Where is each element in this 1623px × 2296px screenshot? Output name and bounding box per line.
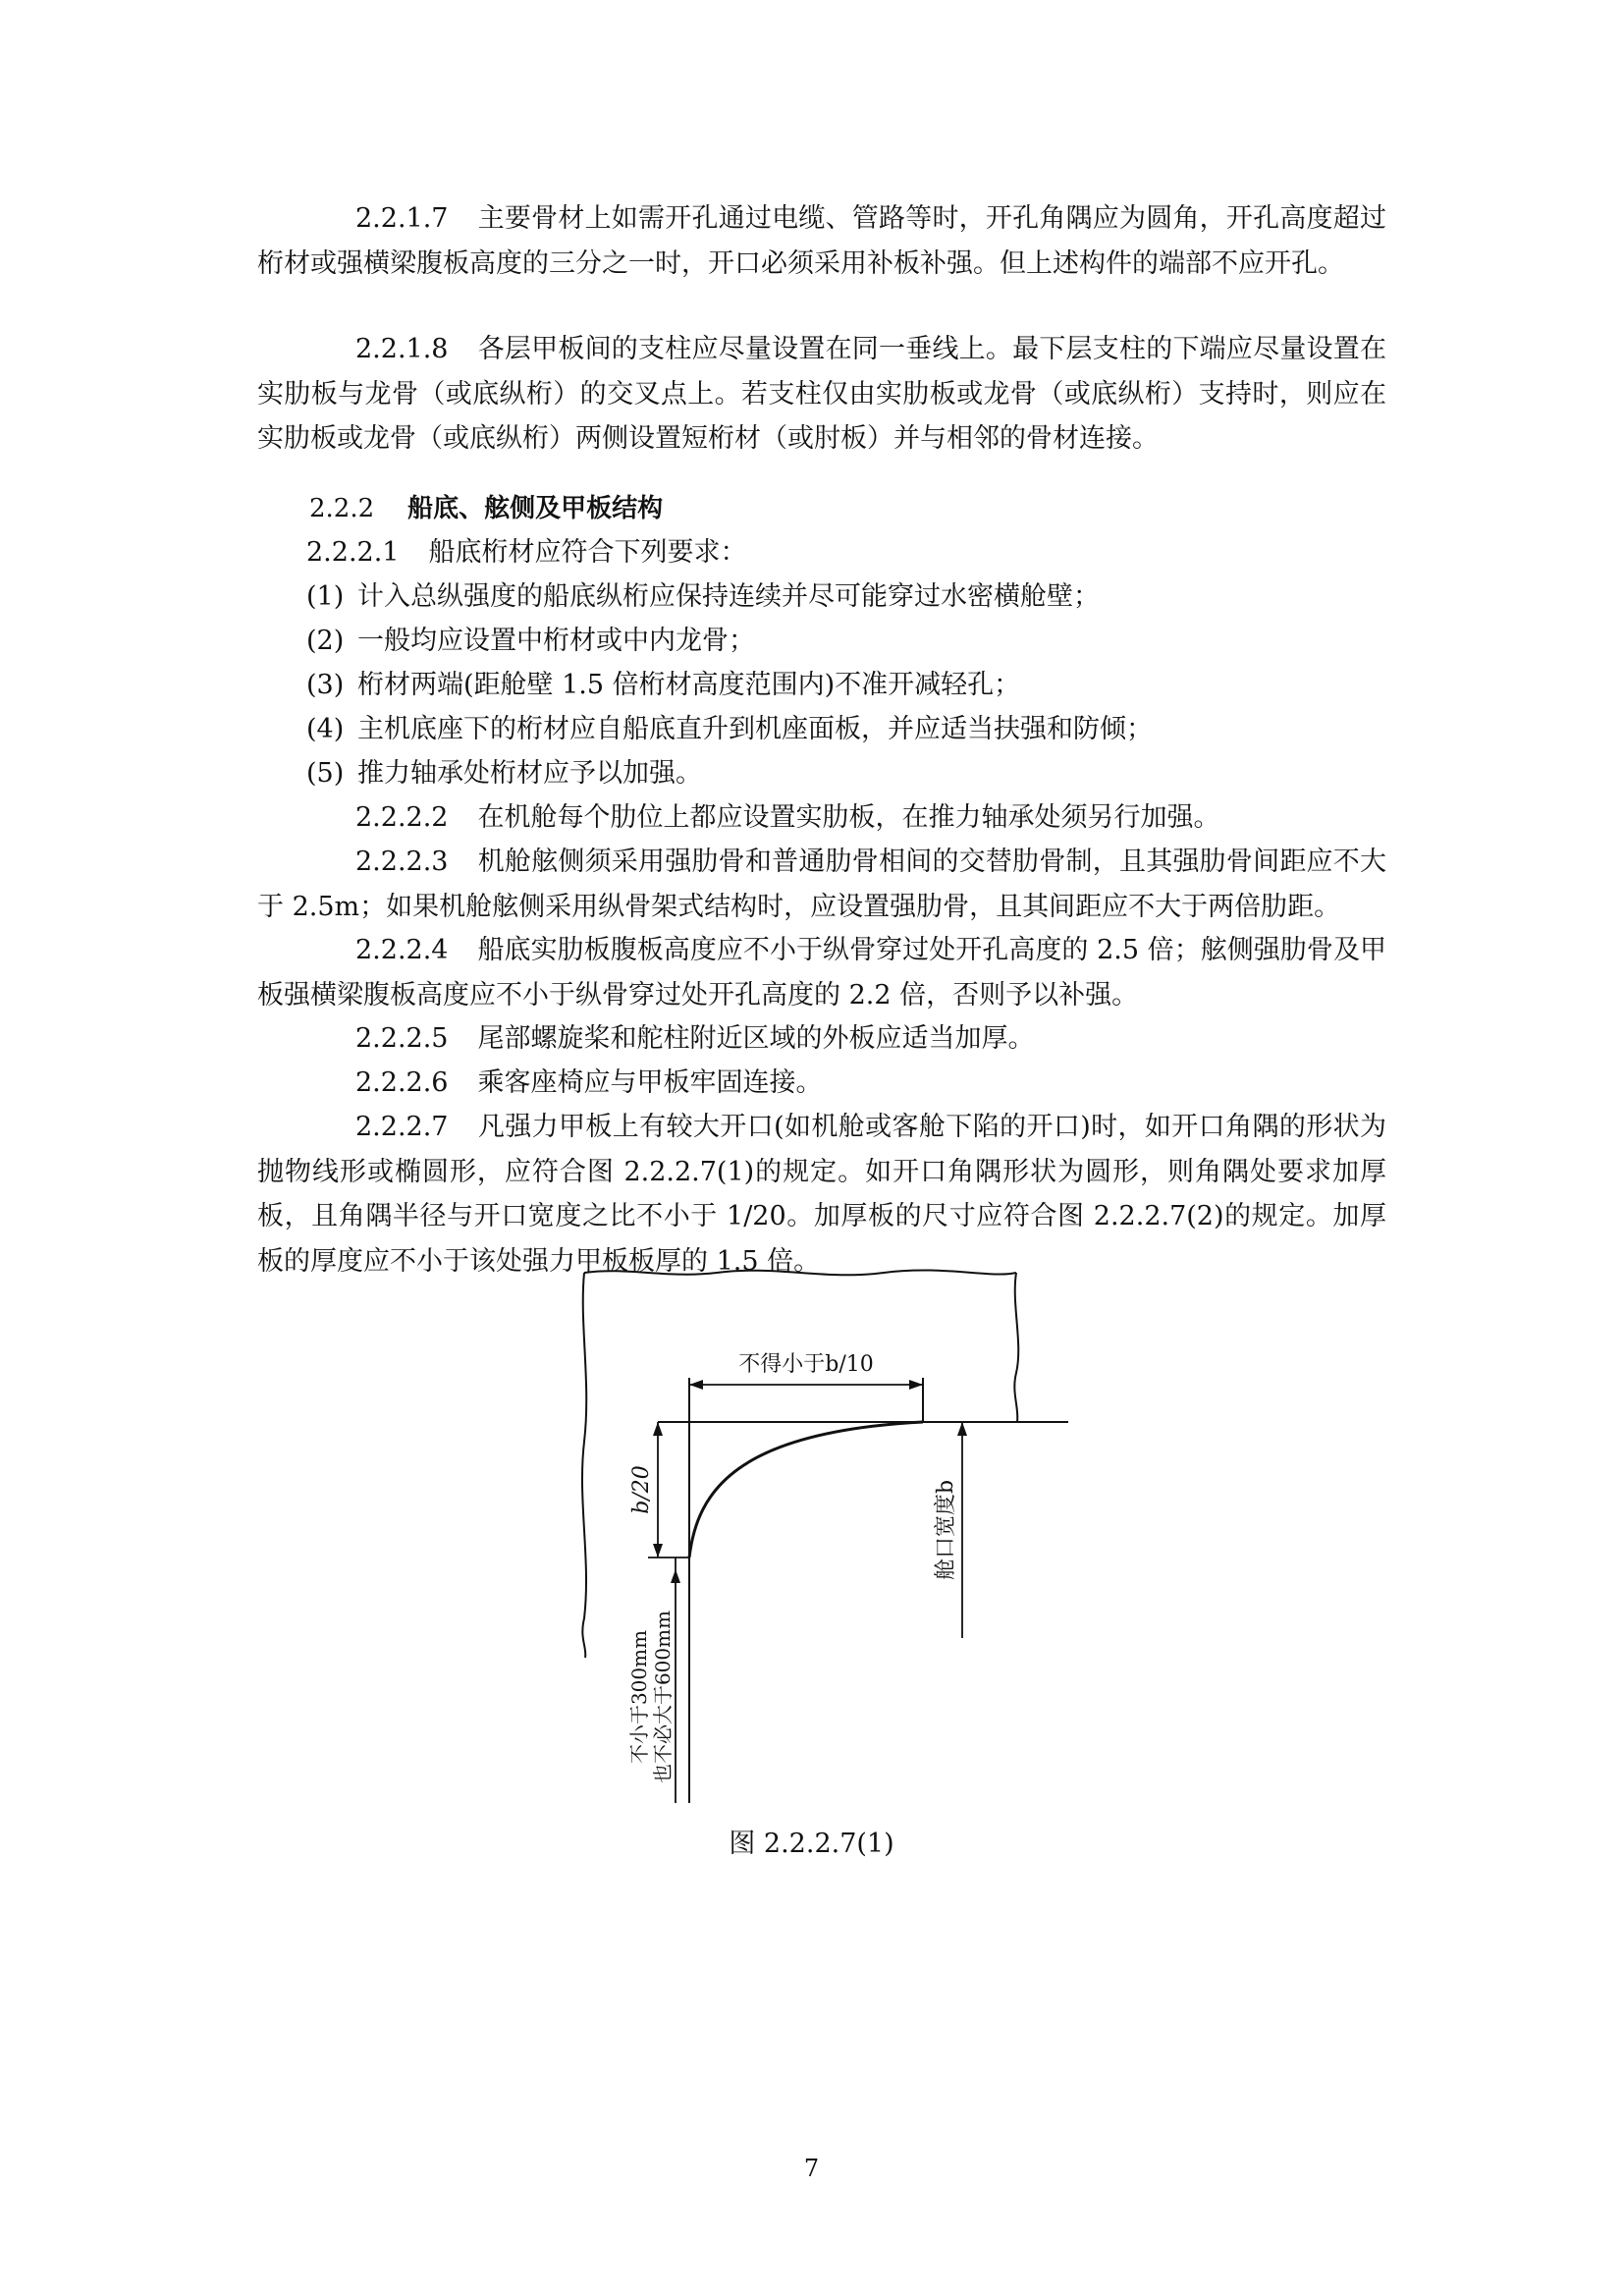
list-text: 推力轴承处桁材应予以加强。 — [357, 758, 702, 789]
clause-text: 尾部螺旋桨和舵柱附近区域的外板应适当加厚。 — [477, 1023, 1035, 1054]
clause-text: 各层甲板间的支柱应尽量设置在同一垂线上。最下层支柱的下端应尽量设置在实肋板与龙骨（或底纵桁）的交叉点上。若支柱仅由实肋板或龙骨（或底纵桁）支持时，则应在实肋板或龙骨（或底纵桁）两侧设置短桁材（或肘板）并与相邻的骨材连接。 — [257, 334, 1386, 454]
dim-top-arrow-left — [689, 1380, 703, 1390]
list-item — [306, 663, 1020, 708]
list-item — [306, 619, 755, 664]
clause-text: 船底桁材应符合下列要求： — [428, 537, 747, 568]
clause-2-2-1-8 — [257, 327, 1386, 462]
list-number: (4) — [306, 714, 345, 744]
figure-2-2-2-7-1 — [550, 1245, 1080, 1829]
break-line-right — [1014, 1273, 1018, 1422]
clause-text: 乘客座椅应与甲板牢固连接。 — [477, 1067, 823, 1098]
label-right: 舱口宽度b — [934, 1479, 958, 1581]
list-item — [306, 707, 1153, 752]
clause-2-2-2-3 — [257, 840, 1386, 929]
clause-2-2-2-4 — [257, 928, 1386, 1017]
clause-number: 2.2.1.7 — [355, 203, 449, 234]
clause-2-2-2-1 — [306, 530, 746, 575]
break-line-top — [584, 1270, 1016, 1275]
dim-top-arrow-right — [909, 1380, 923, 1390]
list-text: 计入总纵强度的船底纵桁应保持连续并尽可能穿过水密横舱壁； — [357, 581, 1100, 612]
clause-2-2-2-6 — [257, 1061, 1386, 1106]
list-text: 主机底座下的桁材应自船底直升到机座面板，并应适当扶强和防倾； — [357, 714, 1153, 744]
clause-text: 机舱舷侧须采用强肋骨和普通肋骨相间的交替肋骨制，且其强肋骨间距应不大于 2.5m；如果机舱舷侧采用纵骨架式结构时，应设置强肋骨，且其间距应不大于两倍肋距。 — [257, 847, 1386, 922]
figure-caption: 图 2.2.2.7(1) — [729, 1829, 894, 1859]
clause-number: 2.2.2.4 — [355, 935, 449, 965]
clause-text: 凡强力甲板上有较大开口(如机舱或客舱下陷的开口)时，如开口角隅的形状为抛物线形或椭圆形，应符合图 2.2.2.7(1)的规定。如开口角隅形状为圆形，则角隅处要求加厚板，且角隅半径与开口宽度之比不小于 1/20。加厚板的尺寸应符合图 2.2.2.7(2)的规定。加厚板的厚度应不小于该处强力甲板板厚的 1.5 倍。 — [257, 1112, 1386, 1277]
section-number: 2.2.2 — [309, 494, 375, 523]
hatch-corner-diagram — [550, 1245, 1080, 1825]
dim-left-arrow-bottom — [653, 1544, 663, 1558]
dim-bottom-arrow — [671, 1569, 680, 1583]
list-number: (3) — [306, 670, 345, 700]
list-text: 桁材两端(距舱壁 1.5 倍桁材高度范围内)不准开减轻孔； — [357, 670, 1021, 700]
label-bottom-1: 不小于300mm — [627, 1629, 651, 1765]
dim-left-arrow-top — [653, 1422, 663, 1436]
label-left: b/20 — [629, 1465, 654, 1514]
clause-number: 2.2.2.7 — [355, 1112, 449, 1142]
clause-text: 在机舱每个肋位上都应设置实肋板，在推力轴承处须另行加强。 — [477, 802, 1220, 833]
clause-2-2-2-2 — [257, 795, 1386, 841]
section-title: 船底、舷侧及甲板结构 — [407, 494, 664, 523]
clause-2-2-2-5 — [257, 1016, 1386, 1062]
dim-right-arrow — [957, 1422, 967, 1436]
list-number: (2) — [306, 626, 345, 656]
list-number: (5) — [306, 758, 345, 789]
clause-number: 2.2.2.1 — [306, 537, 400, 568]
label-bottom-2: 也不必大于600mm — [651, 1610, 675, 1784]
clause-text: 主要骨材上如需开孔通过电缆、管路等时，开孔角隅应为圆角，开孔高度超过桁材或强横梁腹板高度的三分之一时，开口必须采用补板补强。但上述构件的端部不应开孔。 — [257, 203, 1386, 279]
corner-curve — [689, 1422, 923, 1558]
list-item — [306, 751, 702, 796]
section-heading — [309, 487, 663, 531]
clause-text: 船底实肋板腹板高度应不小于纵骨穿过处开孔高度的 2.5 倍；舷侧强肋骨及甲板强横梁腹板高度应不小于纵骨穿过处开孔高度的 2.2 倍，否则予以补强。 — [257, 935, 1386, 1011]
list-text: 一般均应设置中桁材或中内龙骨； — [357, 626, 755, 656]
label-top: 不得小于b/10 — [738, 1352, 874, 1377]
clause-number: 2.2.2.2 — [355, 802, 449, 833]
clause-number: 2.2.1.8 — [355, 334, 449, 364]
list-item — [306, 574, 1100, 620]
clause-number: 2.2.2.5 — [355, 1023, 449, 1054]
clause-2-2-1-7 — [257, 196, 1386, 286]
clause-number: 2.2.2.6 — [355, 1067, 449, 1098]
page-number: 7 — [803, 2155, 820, 2182]
list-number: (1) — [306, 581, 345, 612]
clause-number: 2.2.2.3 — [355, 847, 449, 877]
break-line-left — [582, 1273, 586, 1658]
